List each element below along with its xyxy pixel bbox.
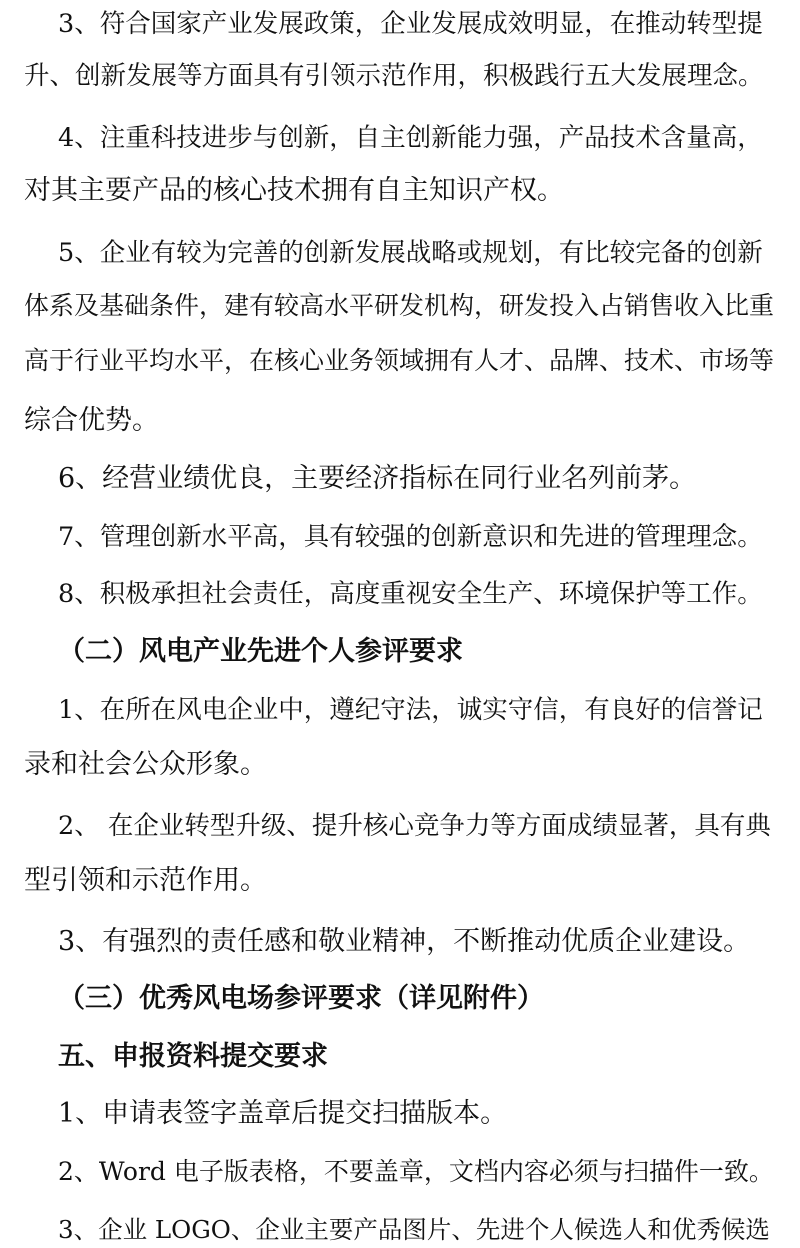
chapter-heading: 五、申报资料提交要求 <box>58 1041 328 1072</box>
paragraph-line: 体系及基础条件，建有较高水平研发机构，研发投入占销售收入比重 <box>24 291 775 320</box>
paragraph-line: 3、符合国家产业发展政策，企业发展成效明显，在推动转型提 <box>58 9 763 39</box>
paragraph-line: 1、申请表签字盖章后提交扫描版本。 <box>58 1098 508 1129</box>
paragraph-line: 录和社会公众形象。 <box>24 749 267 780</box>
paragraph-line: 7、管理创新水平高，具有较强的创新意识和先进的管理理念。 <box>58 522 763 552</box>
paragraph-line: 1、在所在风电企业中，遵纪守法，诚实守信，有良好的信誉记 <box>58 695 763 725</box>
paragraph-line: 综合优势。 <box>24 405 159 436</box>
paragraph-line: 6、经营业绩优良，主要经济指标在同行业名列前茅。 <box>58 463 697 494</box>
paragraph-line: 高于行业平均水平，在核心业务领域拥有人才、品牌、技术、市场等 <box>24 346 775 375</box>
paragraph-line: 升、创新发展等方面具有引领示范作用，积极践行五大发展理念。 <box>24 61 764 91</box>
paragraph-line: 4、注重科技进步与创新，自主创新能力强，产品技术含量高， <box>58 123 763 153</box>
section-heading: （三）优秀风电场参评要求（详见附件） <box>58 983 544 1014</box>
section-heading: （二）风电产业先进个人参评要求 <box>58 636 463 667</box>
paragraph-line: 2、Word 电子版表格，不要盖章，文档内容必须与扫描件一致。 <box>58 1157 774 1186</box>
paragraph-line: 3、有强烈的责任感和敬业精神，不断推动优质企业建设。 <box>58 926 751 957</box>
paragraph-line: 2、 在企业转型升级、提升核心竞争力等方面成绩显著，具有典 <box>58 811 771 841</box>
paragraph-line: 3、企业 LOGO、企业主要产品图片、先进个人候选人和优秀候选 <box>58 1215 770 1244</box>
paragraph-line: 对其主要产品的核心技术拥有自主知识产权。 <box>24 175 564 206</box>
paragraph-line: 8、积极承担社会责任，高度重视安全生产、环境保护等工作。 <box>58 579 763 609</box>
paragraph-line: 5、企业有较为完善的创新发展战略或规划，有比较完备的创新 <box>58 238 763 268</box>
paragraph-line: 型引领和示范作用。 <box>24 865 267 896</box>
